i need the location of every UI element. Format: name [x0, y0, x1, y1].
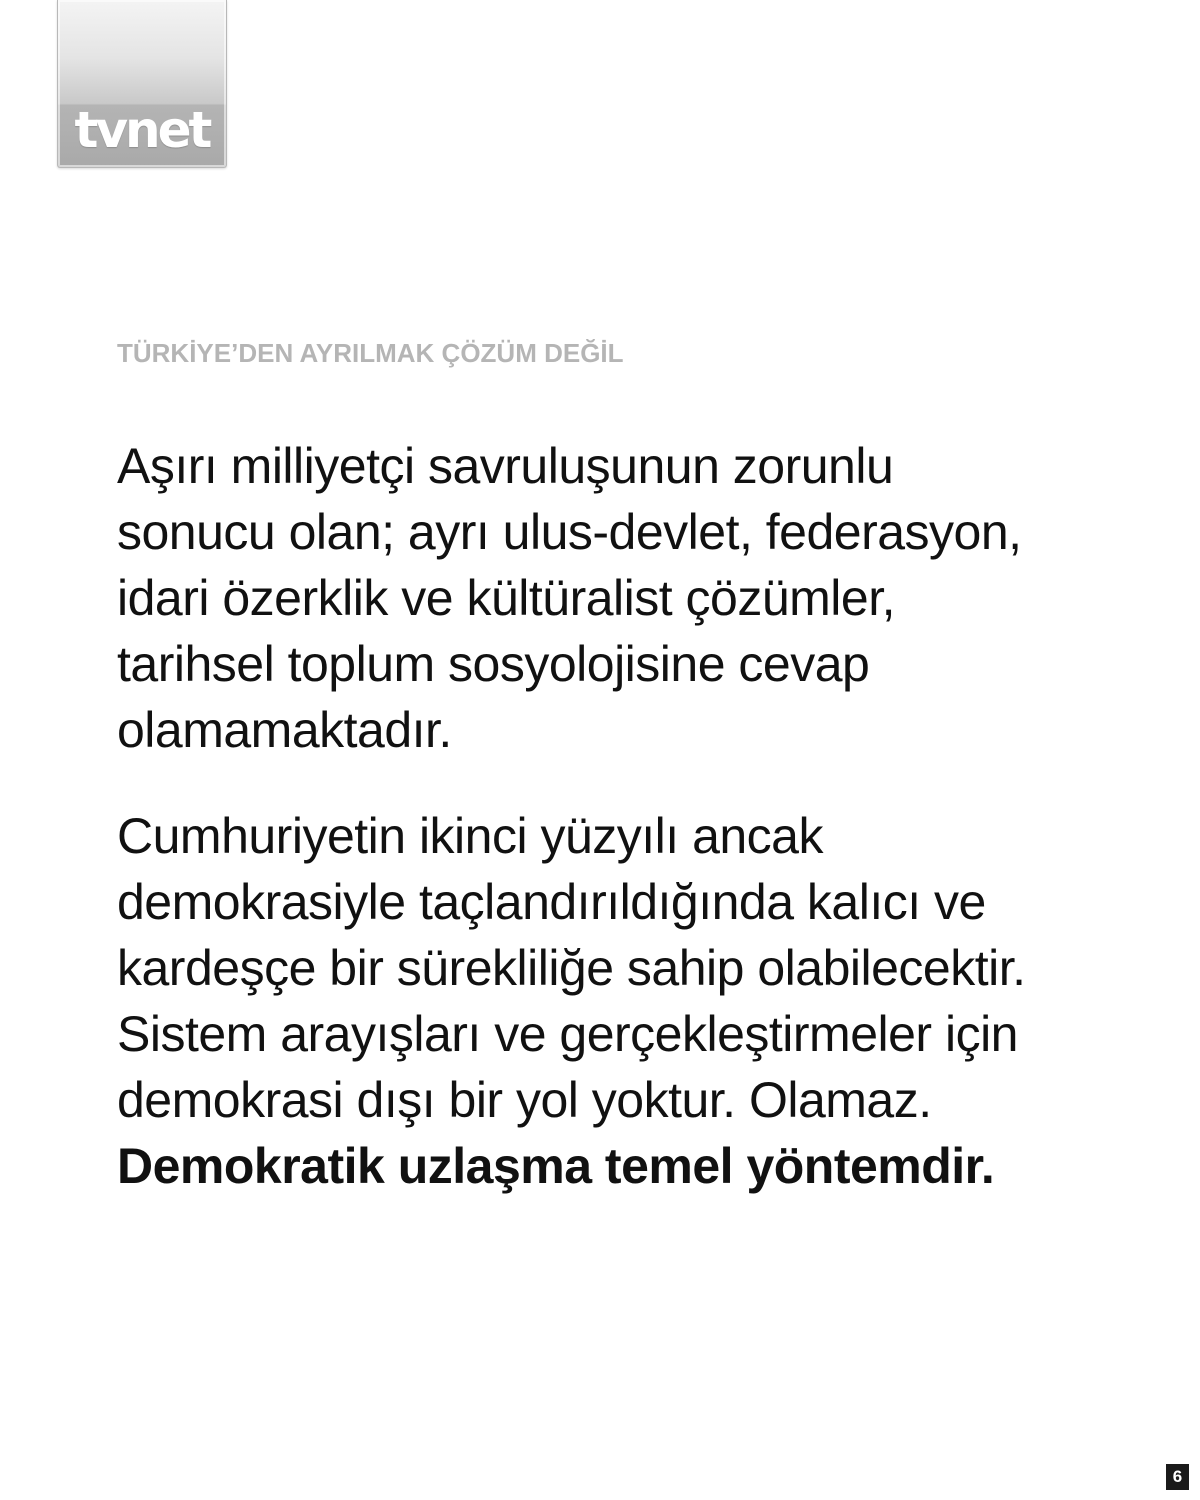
paragraph-2: [117, 803, 1047, 1199]
paragraph-2-emphasis: Demokratik uzlaşma temel yöntemdir.: [117, 1138, 995, 1194]
paragraph-2-text: Cumhuriyetin ikinci yüzyılı ancak demokrasiyle taçlandırıldığında kalıcı ve kardeşçe bir sürekliliğe sahip olabilecektir. Sistem arayışları ve gerçekleştirmeler için demokrasi dışı bir yol yoktur. Olamaz.: [117, 808, 1026, 1128]
logo-wordmark: tvnet: [74, 101, 210, 159]
tvnet-logo: [57, 0, 227, 168]
paragraph-1: Aşırı milliyetçi savruluşunun zorunlu sonucu olan; ayrı ulus-devlet, federasyon, idari özerklik ve kültüralist çözümler, tarihsel toplum sosyolojisine cevap olamamaktadır.: [117, 438, 1022, 758]
article-body: [117, 433, 1047, 1199]
section-title: TÜRKİYE’DEN AYRILMAK ÇÖZÜM DEĞİL: [117, 338, 624, 368]
page-number-badge: 6: [1166, 1464, 1189, 1490]
